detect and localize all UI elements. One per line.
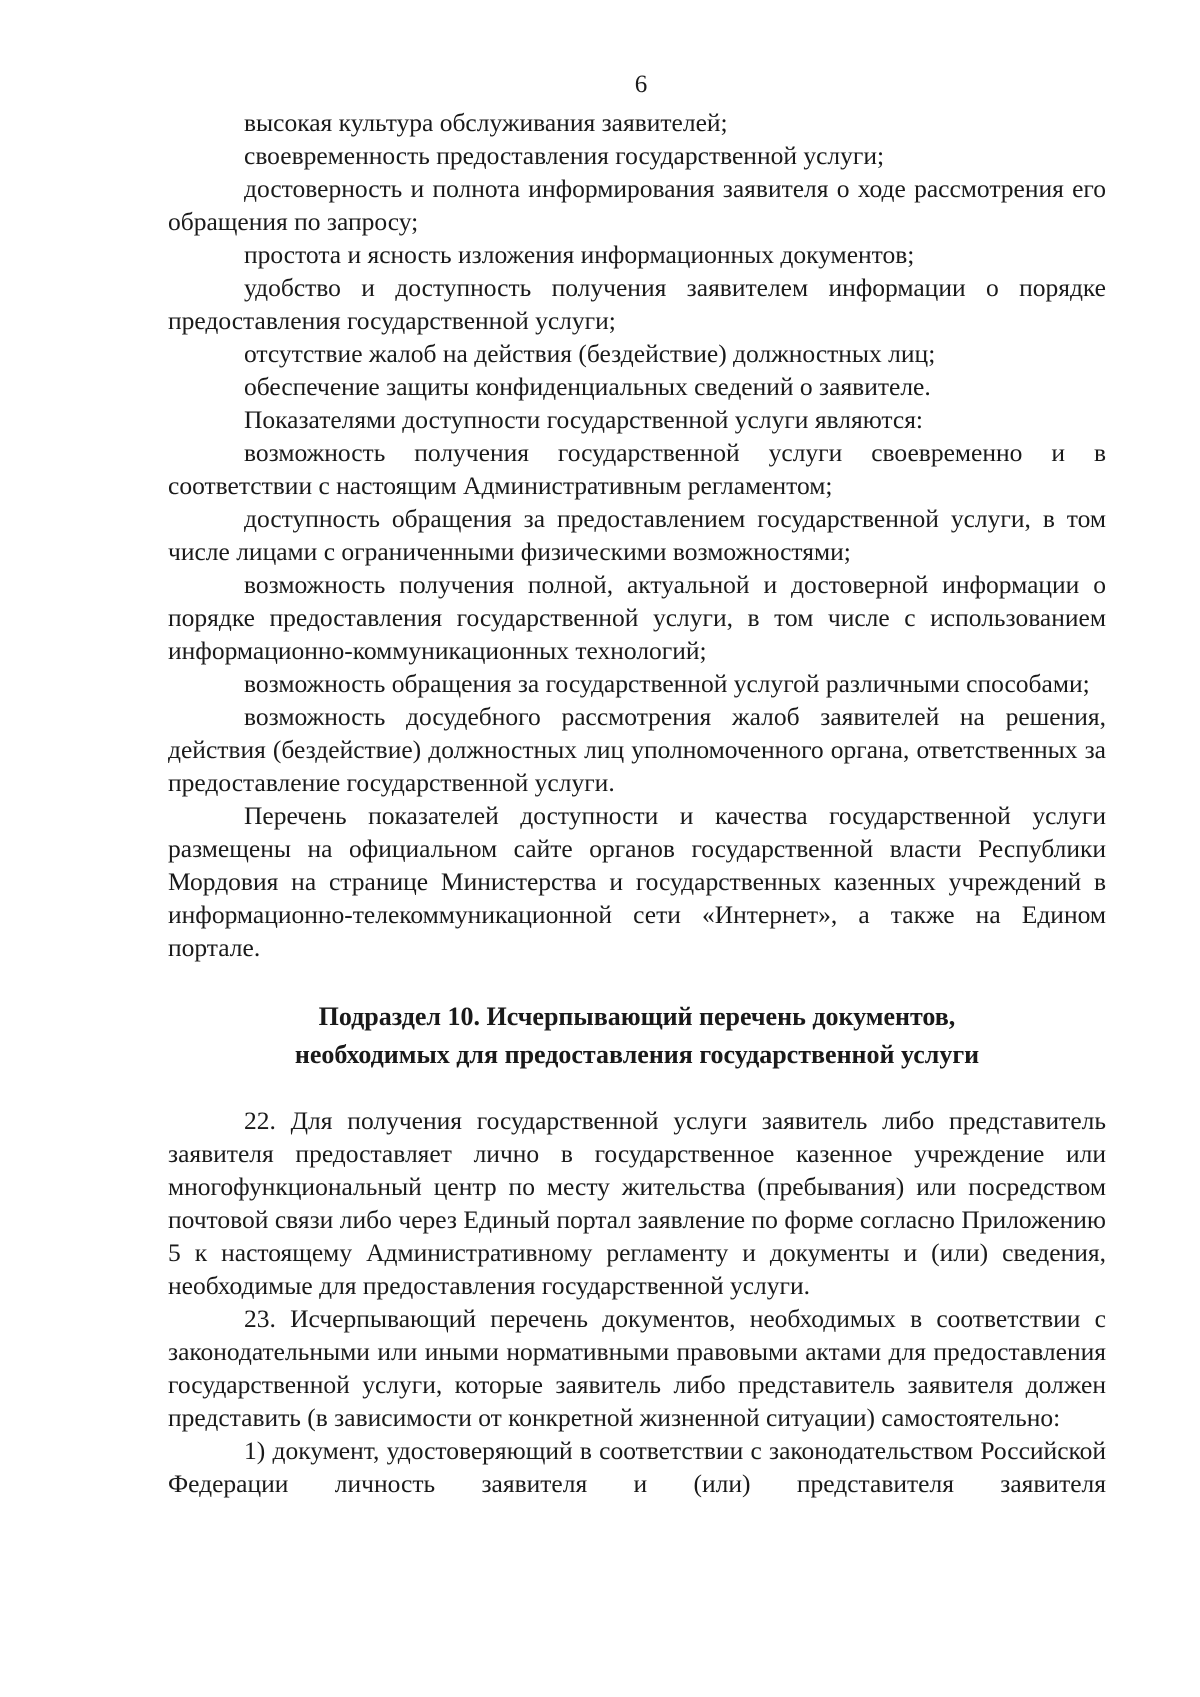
subsection-heading (168, 998, 1106, 1074)
clause-23-item-1: 1) документ, удостоверяющий в соответствии с законодательством Российской Федерации личность заявителя и (или) представителя заявителя (168, 1436, 1106, 1498)
document-page (168, 70, 1106, 1500)
quality-criterion: простота и ясность изложения информационных документов; (244, 240, 915, 269)
accessibility-criterion: возможность досудебного рассмотрения жалоб заявителей на решения, действия (бездействие) должностных лиц уполномоченного органа, ответственных за предоставление государственной услуги. (168, 702, 1106, 797)
quality-criterion: высокая культура обслуживания заявителей; (244, 108, 728, 137)
quality-criterion: обеспечение защиты конфиденциальных сведений о заявителе. (244, 372, 931, 401)
quality-criterion: своевременность предоставления государственной услуги; (244, 141, 885, 170)
clause-23: 23. Исчерпывающий перечень документов, необходимых в соответствии с законодательными или иными нормативными правовыми актами для предоставления государственной услуги, которые заявитель либо представитель заявителя должен представить (в зависимости от конкретной жизненной ситуации) самостоятельно: (168, 1304, 1106, 1432)
accessibility-criterion: возможность получения государственной услуги своевременно и в соответствии с настоящим Административным регламентом; (168, 438, 1106, 500)
accessibility-criterion: возможность обращения за государственной услугой различными способами; (244, 669, 1090, 698)
quality-criterion: удобство и доступность получения заявителем информации о порядке предоставления государственной услуги; (168, 273, 1106, 335)
indicators-publication: Перечень показателей доступности и качества государственной услуги размещены на официальном сайте органов государственной власти Республики Мордовия на странице Министерства и государственных казенных учреждений в информационно-телекоммуникационной сети «Интернет», а также на Едином портале. (168, 801, 1106, 962)
subsection-heading-line2: необходимых для предоставления государственной услуги (294, 1040, 980, 1069)
accessibility-intro: Показателями доступности государственной услуги являются: (244, 405, 924, 434)
accessibility-criterion: доступность обращения за предоставлением государственной услуги, в том числе лицами с ограниченными физическими возможностями; (168, 504, 1106, 566)
clause-22: 22. Для получения государственной услуги заявитель либо представитель заявителя предоставляет лично в государственное казенное учреждение или многофункциональный центр по месту жительства (пребывания) или посредством почтовой связи либо через Единый портал заявление по форме согласно Приложению 5 к настоящему Административному регламенту и документы и (или) сведения, необходимые для предоставления государственной услуги. (168, 1106, 1106, 1300)
accessibility-criterion: возможность получения полной, актуальной и достоверной информации о порядке предоставления государственной услуги, в том числе с использованием информационно-коммуникационных технологий; (168, 570, 1106, 665)
subsection-heading-line1: Подраздел 10. Исчерпывающий перечень документов, (318, 1002, 956, 1031)
page-number: 6 (634, 71, 648, 98)
quality-criterion: отсутствие жалоб на действия (бездействие) должностных лиц; (244, 339, 936, 368)
quality-criterion: достоверность и полнота информирования заявителя о ходе рассмотрения его обращения по запросу; (168, 174, 1106, 236)
